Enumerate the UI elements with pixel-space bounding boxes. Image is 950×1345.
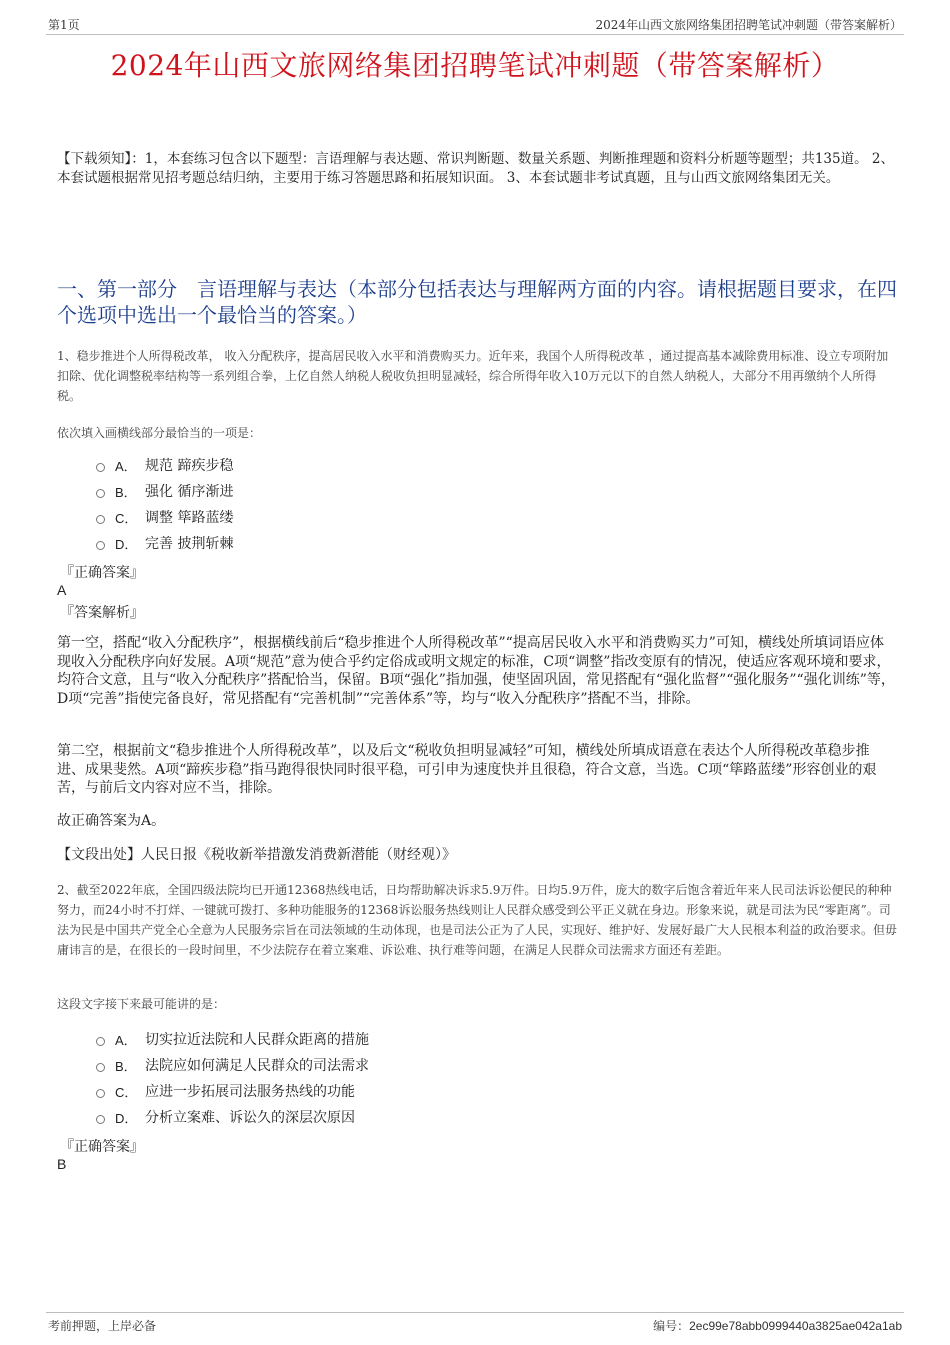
question-1-option-d[interactable]: D． 完善 披荆斩棘 xyxy=(96,530,233,556)
radio-icon[interactable] xyxy=(96,541,105,550)
question-2-options xyxy=(96,1026,369,1130)
section-title: 一、第一部分 言语理解与表达（本部分包括表达与理解两方面的内容。请根据题目要求，在四个选项中选出一个最恰当的答案。） xyxy=(57,277,897,327)
radio-icon[interactable] xyxy=(96,1115,105,1124)
question-2-option-d[interactable]: D． 分析立案难、诉讼久的深层次原因 xyxy=(96,1104,369,1130)
radio-icon[interactable] xyxy=(96,1037,105,1046)
page-number: 第1页 xyxy=(48,18,80,32)
question-1-options xyxy=(96,452,233,556)
page-footer xyxy=(46,1312,904,1335)
question-1-conclusion: 故正确答案为A。 xyxy=(57,813,166,829)
question-1-analysis-p2: 第二空，根据前文“稳步推进个人所得税改革”，以及后文“税收负担明显减轻”可知，横线处所填成语意在表达个人所得税改革稳步推进、成果斐然。A项“蹄疾步稳”指马跑得很快同时很平稳，可引申为速度快并且很稳，符合文意，当选。C项“筚路蓝缕”形容创业的艰苦，与前后文内容对应不当，排除。 xyxy=(57,743,877,796)
question-2-answer-label: 『正确答案』 xyxy=(60,1139,144,1155)
question-2-prompt: 这段文字接下来最可能讲的是： xyxy=(57,997,226,1011)
radio-icon[interactable] xyxy=(96,1063,105,1072)
radio-icon[interactable] xyxy=(96,1089,105,1098)
question-2-stem: 2、截至2022年底，全国四级法院均已开通12368热线电话，日均帮助解决诉求5.9万件。日均5.9万件，庞大的数字后饱含着近年来人民司法诉讼便民的种种努力，而24小时不打烊、一键就可拨打、多种功能服务的12368诉讼服务热线则让人民群众感受到公平正义就在身边。形象来说，就是司法为民“零距离”。司法为民是中国共产党全心全意为人民服务宗旨在司法领域的生动体现，也是司法公正为了人民，实现好、维护好、发展好最广大人民根本利益的政治要求。但毋庸讳言的是，在很长的一段时间里，不少法院存在着立案难、诉讼难、执行难等问题，在满足人民群众司法需求方面还有差距。 xyxy=(57,883,898,957)
question-1-analysis-label: 『答案解析』 xyxy=(60,605,144,621)
question-2-option-b[interactable]: B． 法院应如何满足人民群众的司法需求 xyxy=(96,1052,369,1078)
radio-icon[interactable] xyxy=(96,489,105,498)
question-1-prompt: 依次填入画横线部分最恰当的一项是： xyxy=(57,426,262,440)
question-1-option-a[interactable]: A． 规范 蹄疾步稳 xyxy=(96,452,233,478)
header-doc-title: 2024年山西文旅网络集团招聘笔试冲刺题（带答案解析） xyxy=(595,18,902,32)
page-header xyxy=(46,14,904,35)
question-2-option-a[interactable]: A． 切实拉近法院和人民群众距离的措施 xyxy=(96,1026,369,1052)
question-1-stem: 1、稳步推进个人所得税改革， 收入分配秩序，提高居民收入水平和消费购买力。近年来，我国个人所得税改革 ，通过提高基本减除费用标准、设立专项附加扣除、优化调整税率结构等一系列组合拳，上亿自然人纳税人税收负担明显减轻，综合所得年收入10万元以下的自然人纳税人，大部分不用再缴纳个人所得税。 xyxy=(57,349,889,403)
question-1-source: 【文段出处】人民日报《税收新举措激发消费新潜能（财经观）》 xyxy=(57,847,456,863)
radio-icon[interactable] xyxy=(96,463,105,472)
footer-slogan: 考前押题，上岸必备 xyxy=(48,1319,157,1333)
question-1-answer: A xyxy=(57,582,67,598)
question-1-answer-label: 『正确答案』 xyxy=(60,565,144,581)
question-1-option-c[interactable]: C． 调整 筚路蓝缕 xyxy=(96,504,233,530)
radio-icon[interactable] xyxy=(96,515,105,524)
question-1-option-b[interactable]: B． 强化 循序渐进 xyxy=(96,478,233,504)
footer-code-label: 编号： xyxy=(653,1319,690,1333)
question-1-analysis-p1: 第一空，搭配“收入分配秩序”，根据横线前后“稳步推进个人所得税改革”“提高居民收入水平和消费购买力”可知，横线处所填词语应体现收入分配秩序向好发展。A项“规范”意为使合乎约定俗成或明文规定的标准，C项“调整”指改变原有的情况，使适应客观环境和要求，均符合文意，且与“收入分配秩序”搭配恰当，保留。B项“强化”指加强，使坚固巩固，常见搭配有“强化监督”“强化服务”“强化训练”等，D项“完善”指使完备良好，常见搭配有“完善机制”“完善体系”等，均与“收入分配秩序”搭配不当，排除。 xyxy=(57,635,895,707)
download-notice: 【下载须知】：1，本套练习包含以下题型：言语理解与表达题、常识判断题、数量关系题、判断推理题和资料分析题等题型；共135道。 2、本套试题根据常见招考题总结归纳，主要用于练习答题思路和拓展知识面。 3、本套试题非考试真题，且与山西文旅网络集团无关。 xyxy=(57,151,894,186)
document-title: 2024年山西文旅网络集团招聘笔试冲刺题（带答案解析） xyxy=(110,49,840,82)
footer-code-value: 2ec99e78abb0999440a3825ae042a1ab xyxy=(689,1319,902,1333)
question-2-answer: B xyxy=(57,1156,67,1172)
footer-code xyxy=(653,1317,902,1334)
question-2-option-c[interactable]: C． 应进一步拓展司法服务热线的功能 xyxy=(96,1078,369,1104)
